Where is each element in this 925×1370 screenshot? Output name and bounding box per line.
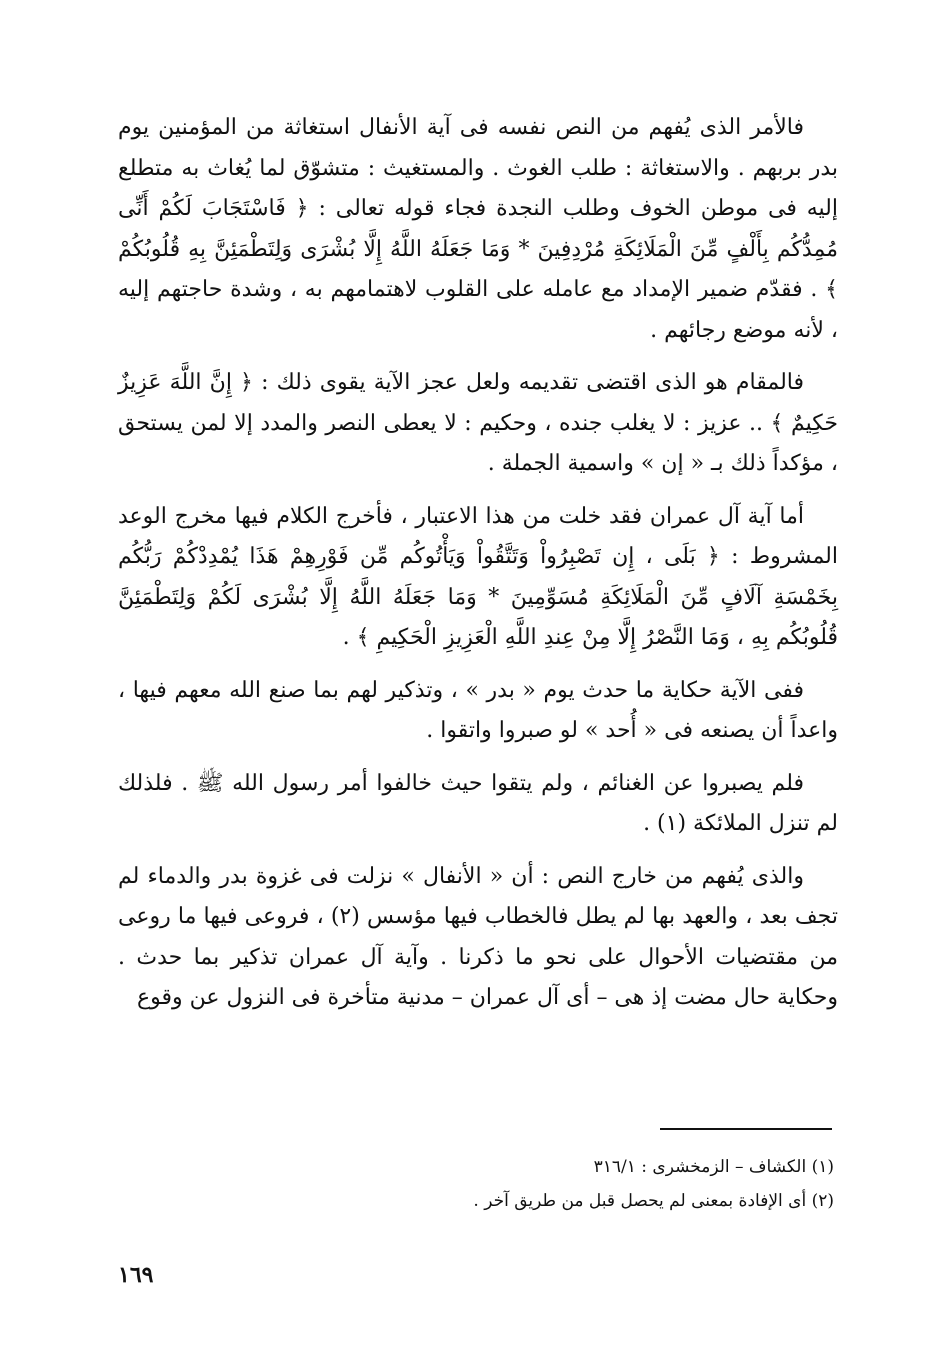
footnote-1: (١) الكشاف – الزمخشرى : ٣١٦/١	[593, 1157, 834, 1177]
footnotes	[360, 1150, 834, 1218]
paragraph-3: أما آية آل عمران فقد خلت من هذا الاعتبار ، فأخرج الكلام فيها مخرج الوعد المشروط : ﴿ بَلَى ، إِن تَصْبِرُواْ وَتَتَّقُواْ وَيَأْتُوكُم مِّن فَوْرِهِمْ هَذَا يُمْدِدْكُمْ رَبُّكُم بِخَمْسَةِ آلَافٍ مِّنَ الْمَلَائِكَةِ مُسَوِّمِينَ * وَمَا جَعَلَهُ اللَّهُ إِلَّا بُشْرَى لَكُمْ وَلِتَطْمَئِنَّ قُلُوبُكُم بِهِ ، وَمَا النَّصْرُ إِلَّا مِنْ عِندِ اللَّهِ الْعَزِيزِ الْحَكِيمِ ﴾ .	[118, 503, 838, 650]
paragraph-5: فلم يصبروا عن الغنائم ، ولم يتقوا حيث خالفوا أمر رسول الله ﷺ . فلذلك لم تنزل الملائكة (١) .	[118, 770, 838, 836]
body-text	[118, 108, 838, 1031]
footnote-divider	[660, 1128, 832, 1130]
paragraph-6: والذى يُفهم من خارج النص : أن « الأنفال » نزلت فى غزوة بدر والدماء لم تجف بعد ، والعهد بها لم يطل فالخطاب فيها مؤسس (٢) ، فروعى فيها ما روعى من مقتضيات الأحوال على نحو ما ذكرنا . وآية آل عمران تذكير بما حدث . وحكاية حال مضت إذ هى – أى آل عمران – مدنية متأخرة فى النزول عن وقوع	[118, 863, 838, 1010]
paragraph-1: فالأمر الذى يُفهم من النص نفسه فى آية الأنفال استغاثة من المؤمنين يوم بدر بربهم . والاستغاثة : طلب الغوث . والمستغيث : متشوّق لما يُغاث به متطلع إليه فى موطن الخوف وطلب النجدة فجاء قوله تعالى : ﴿ فَاسْتَجَابَ لَكُمْ أَنِّى مُمِدُّكُم بِأَلْفٍ مِّنَ الْمَلَائِكَةِ مُرْدِفِينَ * وَمَا جَعَلَهُ اللَّهُ إِلَّا بُشْرَى وَلِتَطْمَئِنَّ بِهِ قُلُوبُكُمْ ﴾ . فقدّم ضمير الإمداد مع عامله على القلوب لاهتمامهم به ، وشدة حاجتهم إليه ، لأنه موضع رجائهم .	[118, 115, 838, 343]
paragraph-2: فالمقام هو الذى اقتضى تقديمه ولعل عجز الآية يقوى ذلك : ﴿ إِنَّ اللَّهَ عَزِيزٌ حَكِيمٌ ﴾ .. عزيز : لا يغلب جنده ، وحكيم : لا يعطى النصر والمدد إلا لمن يستحق ، مؤكداً ذلك بـ « إن » واسمية الجملة .	[118, 370, 838, 476]
paragraph-4: ففى الآية حكاية ما حدث يوم « بدر » ، وتذكير لهم بما صنع الله معهم فيها ، واعداً أن يصنعه فى « أُحد » لو صبروا واتقوا .	[118, 677, 838, 743]
footnote-2: (٢) أى الإفادة بمعنى لم يحصل قبل من طريق آخر .	[473, 1191, 834, 1211]
page-number: ١٦٩	[118, 1262, 154, 1288]
